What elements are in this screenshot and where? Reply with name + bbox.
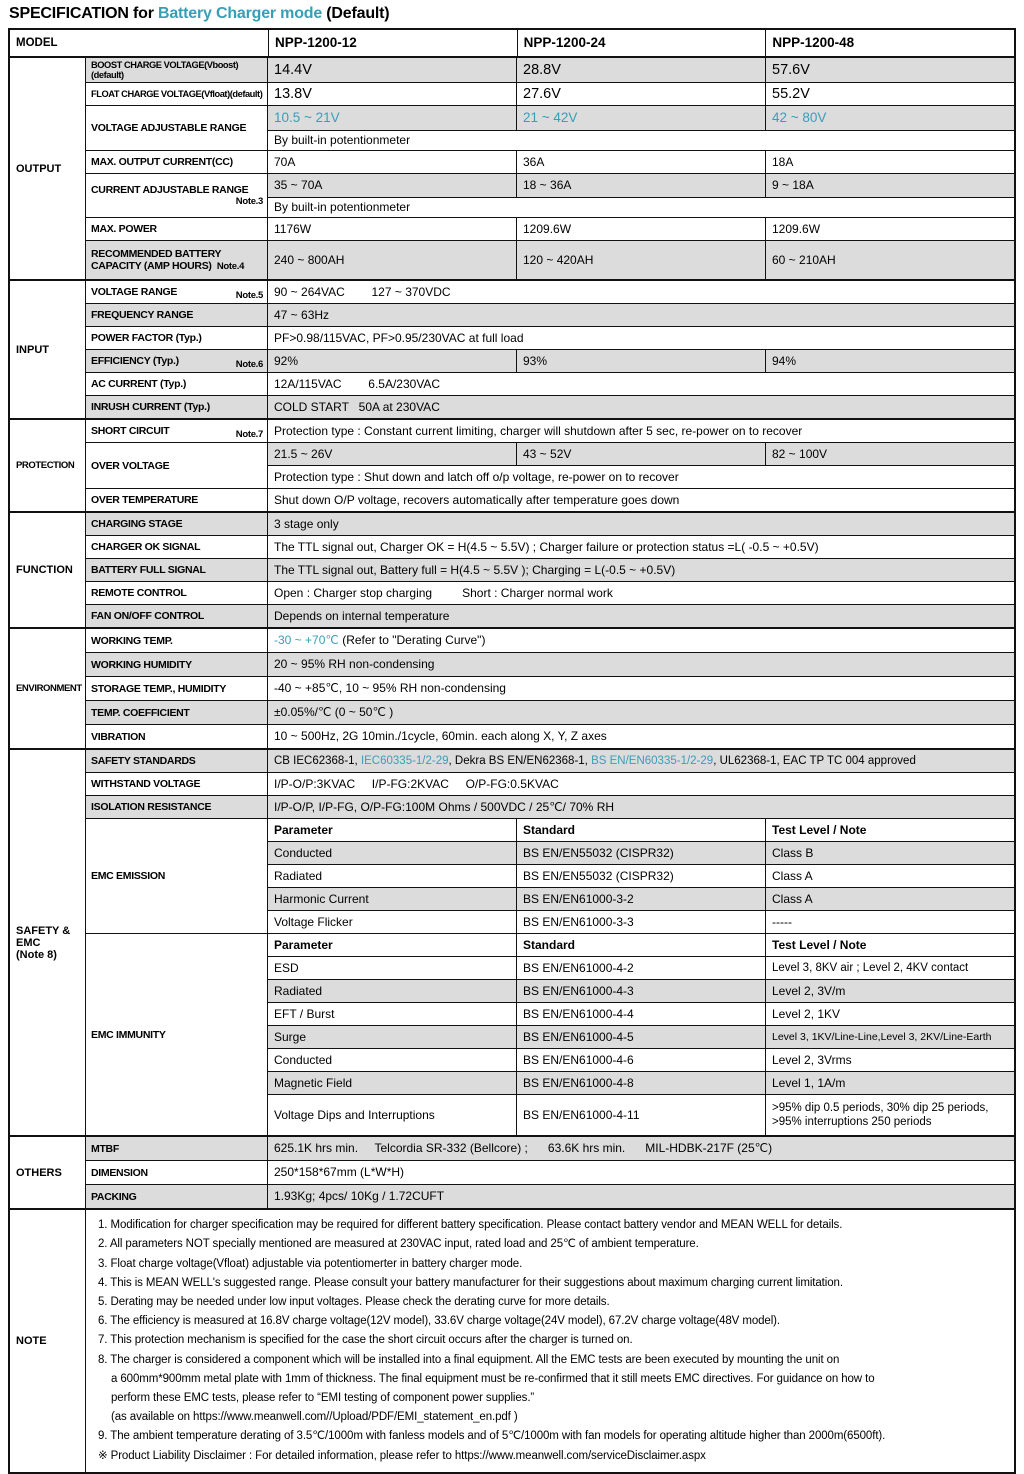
- model-header-row: [10, 30, 1014, 56]
- column-header: Standard: [517, 819, 766, 841]
- column-header: Test Level / Note: [772, 937, 867, 952]
- note-line: 4. This is MEAN WELL's suggested range. Please consult your battery manufacturer for their suggestions about maximum charging current limitation.: [98, 1276, 843, 1289]
- note-line: 3. Float charge voltage(Vfloat) adjustable via potentiomerter in battery charger mode.: [98, 1257, 523, 1270]
- row-frequency-range: [86, 303, 1014, 326]
- param-label-text: EFFICIENCY (Typ.): [91, 355, 179, 368]
- spec-cell: Protection type : Shut down and latch off o/p voltage, re-power on to recover: [274, 469, 679, 484]
- row-boost-charge-voltage: [86, 58, 1014, 82]
- spec-cell: 42 ~ 80V: [772, 109, 827, 125]
- spec-cell: 3 stage only: [274, 516, 339, 531]
- column-header: Parameter: [268, 934, 517, 956]
- param-label: REMOTE CONTROL: [86, 582, 268, 604]
- param-label: [86, 281, 268, 303]
- note-line: 6. The efficiency is measured at 16.8V charge voltage(12V model), 33.6V charge voltage(24V model), 67.2V charge voltage(48V model).: [98, 1315, 780, 1328]
- note-line: ※ Product Liability Disclaimer : For detailed information, please refer to https://www.meanwell.com/serviceDisclaimer.aspx: [98, 1449, 706, 1462]
- row-temp-coefficient: [86, 700, 1014, 724]
- spec-cell: 94%: [772, 353, 797, 368]
- param-label: [86, 420, 268, 442]
- param-label: INRUSH CURRENT (Typ.): [86, 396, 268, 418]
- section-label-protection: PROTECTION: [10, 420, 86, 511]
- param-label: BOOST CHARGE VOLTAGE(Vboost)(default): [86, 58, 268, 82]
- param-label: EMC EMISSION: [86, 819, 268, 933]
- spec-cell: Class B: [772, 845, 814, 860]
- table-row: [268, 841, 1014, 864]
- spec-cell: 92%: [268, 350, 517, 372]
- row-working-humidity: [86, 652, 1014, 676]
- spec-cell: By built-in potentionmeter: [274, 200, 411, 215]
- title-suffix: (Default): [322, 5, 390, 22]
- spec-cell: 27.6V: [517, 83, 766, 105]
- param-label: OVER VOLTAGE: [86, 443, 268, 488]
- spec-cell: 47 ~ 63Hz: [274, 307, 330, 322]
- param-label: FAN ON/OFF CONTROL: [86, 605, 268, 627]
- spec-cell: 1209.6W: [517, 218, 766, 240]
- standards-part: , Dekra BS EN/EN62368-1,: [448, 754, 592, 767]
- param-label: VOLTAGE ADJUSTABLE RANGE: [86, 106, 268, 150]
- row-short-circuit: [86, 420, 1014, 442]
- safety-label-note: (Note 8): [16, 948, 57, 961]
- param-label: FLOAT CHARGE VOLTAGE(Vfloat)(default): [86, 83, 268, 105]
- param-label: EMC IMMUNITY: [86, 934, 268, 1135]
- spec-cell: Open : Charger stop charging Short : Charger normal work: [274, 585, 613, 600]
- spec-cell: Level 2, 3Vrms: [772, 1052, 852, 1067]
- spec-cell: 1.93Kg; 4pcs/ 10Kg / 1.72CUFT: [274, 1189, 445, 1204]
- spec-cell: 90 ~ 264VAC 127 ~ 370VDC: [274, 284, 451, 299]
- spec-cell: -40 ~ +85℃, 10 ~ 95% RH non-condensing: [274, 681, 506, 696]
- row-voltage-adjustable-range: [86, 105, 1014, 150]
- spec-cell: Voltage Dips and Interruptions: [268, 1095, 517, 1135]
- spec-cell: BS EN/EN61000-4-3: [517, 980, 766, 1002]
- subrow-values: [268, 174, 1014, 197]
- spec-cell: 60 ~ 210AH: [772, 252, 836, 267]
- spec-cell: BS EN/EN61000-4-2: [517, 957, 766, 979]
- param-label: MAX. OUTPUT CURRENT(CC): [86, 151, 268, 173]
- spec-cell: Surge: [268, 1026, 517, 1048]
- param-label: TEMP. COEFFICIENT: [86, 701, 268, 724]
- param-label: MTBF: [86, 1137, 268, 1160]
- row-remote-control: [86, 581, 1014, 604]
- param-label: [86, 174, 268, 217]
- section-label-note: NOTE: [10, 1210, 86, 1472]
- spec-cell: 21.5 ~ 26V: [268, 443, 517, 465]
- safety-label-line1: SAFETY &: [16, 924, 71, 937]
- row-float-charge-voltage: [86, 82, 1014, 105]
- table-row: [268, 1002, 1014, 1025]
- subrow-note: [268, 465, 1014, 488]
- spec-cell: Level 1, 1A/m: [772, 1075, 846, 1090]
- page-title: [9, 5, 1016, 23]
- spec-cell: By built-in potentionmeter: [274, 133, 411, 148]
- spec-cell: PF>0.98/115VAC, PF>0.95/230VAC at full load: [274, 330, 524, 345]
- spec-cell: BS EN/EN55032 (CISPR32): [517, 842, 766, 864]
- emission-header-row: [268, 819, 1014, 841]
- spec-cell: BS EN/EN61000-4-11: [517, 1095, 766, 1135]
- model-npp-1200-12: NPP-1200-12: [269, 30, 518, 56]
- spec-cell: [268, 750, 1014, 772]
- section-input: [10, 279, 1014, 418]
- note-line: 8. The charger is considered a component which will be installed into a final equipment. All the EMC tests are been executed by mounting the unit on: [98, 1353, 840, 1366]
- row-max-output-current: [86, 150, 1014, 173]
- specification-table: [8, 28, 1016, 1474]
- spec-cell: Class A: [772, 868, 813, 883]
- spec-cell: BS EN/EN61000-4-8: [517, 1072, 766, 1094]
- standards-accent: IEC60335-1/2-29: [360, 754, 449, 767]
- spec-cell: Shut down O/P voltage, recovers automatically after temperature goes down: [274, 492, 680, 507]
- param-label: WORKING HUMIDITY: [86, 653, 268, 676]
- spec-cell: Magnetic Field: [268, 1072, 517, 1094]
- spec-cell: 43 ~ 52V: [517, 443, 766, 465]
- spec-cell: The TTL signal out, Charger OK = H(4.5 ~ 5.5V) ; Charger failure or protection status =L( -0.5 ~ +0.5V): [274, 539, 819, 554]
- row-efficiency: [86, 349, 1014, 372]
- spec-cell: Radiated: [268, 980, 517, 1002]
- row-packing: [86, 1184, 1014, 1208]
- note-reference: Note.3: [235, 196, 263, 208]
- param-label: POWER FACTOR (Typ.): [86, 327, 268, 349]
- spec-cell: 28.8V: [517, 58, 766, 82]
- note-line: 9. The ambient temperature derating of 3.5℃/1000m with fanless models and of 5℃/1000m with fan models for operating altitude higher than 2000m(6500ft).: [98, 1430, 886, 1443]
- row-current-adjustable-range: [86, 173, 1014, 217]
- section-label-others: OTHERS: [10, 1137, 86, 1208]
- row-safety-standards: [86, 750, 1014, 772]
- spec-cell: -----: [772, 914, 792, 929]
- table-row: [268, 1094, 1014, 1135]
- spec-cell: COLD START 50A at 230VAC: [274, 399, 440, 414]
- spec-cell: 1209.6W: [772, 221, 821, 236]
- section-others: [10, 1135, 1014, 1208]
- param-label-text: CURRENT ADJUSTABLE RANGE: [91, 184, 249, 197]
- row-power-factor: [86, 326, 1014, 349]
- subrow-values: [268, 106, 1014, 130]
- spec-cell: 35 ~ 70A: [268, 174, 517, 197]
- spec-cell: The TTL signal out, Battery full = H(4.5 ~ 5.5V ); Charging = L(-0.5 ~ +0.5V): [274, 562, 676, 577]
- spec-cell: Level 2, 1KV: [772, 1006, 841, 1021]
- spec-cell: BS EN/EN61000-4-5: [517, 1026, 766, 1048]
- spec-cell: Level 3, 8KV air ; Level 2, 4KV contact: [772, 961, 969, 974]
- param-label: VIBRATION: [86, 725, 268, 748]
- spec-cell: BS EN/EN61000-3-3: [517, 911, 766, 933]
- section-safety-emc: [10, 748, 1014, 1135]
- param-label: [86, 241, 268, 279]
- param-label-text: SHORT CIRCUIT: [91, 425, 170, 438]
- param-label-line2: CAPACITY (AMP HOURS): [91, 260, 212, 273]
- working-temp-note: (Refer to "Derating Curve"): [338, 633, 486, 648]
- param-label: SAFETY STANDARDS: [86, 750, 268, 772]
- spec-cell: 20 ~ 95% RH non-condensing: [274, 657, 435, 672]
- note-line: 7. This protection mechanism is specified for the case the short circuit occurs after the charger is turned on.: [98, 1334, 633, 1347]
- param-label: PACKING: [86, 1185, 268, 1208]
- section-function: [10, 511, 1014, 627]
- param-label: STORAGE TEMP., HUMIDITY: [86, 677, 268, 700]
- param-label-text2: [91, 260, 263, 272]
- spec-cell: Radiated: [268, 865, 517, 887]
- spec-cell: BS EN/EN61000-3-2: [517, 888, 766, 910]
- model-npp-1200-48: NPP-1200-48: [772, 34, 855, 50]
- section-label-input: INPUT: [10, 281, 86, 418]
- section-protection: [10, 418, 1014, 511]
- note-reference: Note.6: [235, 359, 263, 371]
- standards-accent: BS EN/EN60335-1/2-29: [591, 754, 714, 767]
- row-storage-temp-humidity: [86, 676, 1014, 700]
- row-max-power: [86, 217, 1014, 240]
- spec-cell: 13.8V: [268, 83, 517, 105]
- table-row: [268, 979, 1014, 1002]
- param-label: ISOLATION RESISTANCE: [86, 796, 268, 818]
- note-line: 5. Derating may be needed under low input voltages. Please check the derating curve for more details.: [98, 1295, 610, 1308]
- spec-cell: Level 2, 3V/m: [772, 983, 846, 998]
- model-label: MODEL: [10, 30, 269, 56]
- table-row: [268, 956, 1014, 979]
- param-label: [86, 350, 268, 372]
- spec-cell: 70A: [268, 151, 517, 173]
- spec-cell: 55.2V: [772, 86, 810, 102]
- spec-cell: Voltage Flicker: [268, 911, 517, 933]
- note-line: perform these EMC tests, please refer to “EMI testing of component power supplies.”: [111, 1391, 535, 1404]
- column-header: Parameter: [268, 819, 517, 841]
- immunity-header-row: [268, 934, 1014, 956]
- spec-cell: 1176W: [268, 218, 517, 240]
- section-label-environment: ENVIRONMENT: [10, 629, 86, 748]
- spec-cell: ±0.05%/℃ (0 ~ 50℃ ): [274, 705, 394, 720]
- row-inrush-current: [86, 395, 1014, 418]
- spec-cell: Depends on internal temperature: [274, 608, 450, 623]
- param-label: WORKING TEMP.: [86, 629, 268, 652]
- note-reference: Note.4: [216, 261, 245, 273]
- column-header: Test Level / Note: [772, 822, 867, 837]
- spec-cell: Conducted: [268, 842, 517, 864]
- row-withstand-voltage: [86, 772, 1014, 795]
- subrow-values: [268, 443, 1014, 465]
- title-prefix: SPECIFICATION for: [9, 5, 158, 22]
- subrow-note: [268, 197, 1014, 217]
- spec-cell: 14.4V: [268, 58, 517, 82]
- spec-cell: BS EN/EN61000-4-4: [517, 1003, 766, 1025]
- row-charger-ok-signal: [86, 535, 1014, 558]
- table-row: [268, 887, 1014, 910]
- table-row: [268, 864, 1014, 887]
- model-npp-1200-24: NPP-1200-24: [518, 30, 767, 56]
- column-header: Standard: [517, 934, 766, 956]
- section-label-output: OUTPUT: [10, 58, 86, 279]
- spec-cell: 18A: [772, 154, 794, 169]
- subrow-note: [268, 130, 1014, 150]
- spec-cell: BS EN/EN55032 (CISPR32): [517, 865, 766, 887]
- row-emc-emission: [86, 818, 1014, 933]
- spec-cell: Harmonic Current: [268, 888, 517, 910]
- note-reference: Note.7: [235, 429, 263, 441]
- param-label: BATTERY FULL SIGNAL: [86, 559, 268, 581]
- param-label: AC CURRENT (Typ.): [86, 373, 268, 395]
- note-line: a 600mm*900mm metal plate with 1mm of thickness. The final equipment must be re-confirmed that it still meets EMC directives. For guidance on how to: [111, 1372, 875, 1385]
- row-ac-current: [86, 372, 1014, 395]
- param-label: DIMENSION: [86, 1161, 268, 1184]
- spec-cell: 240 ~ 800AH: [268, 241, 517, 279]
- note-body: [86, 1210, 1014, 1472]
- note-line: (as available on https://www.meanwell.com//Upload/PDF/EMI_statement_en.pdf ): [111, 1411, 518, 1424]
- param-label: CHARGING STAGE: [86, 513, 268, 535]
- row-over-voltage: [86, 442, 1014, 488]
- row-working-temp: [86, 629, 1014, 652]
- row-vibration: [86, 724, 1014, 748]
- note-line: 1. Modification for charger specification may be required for different battery specification. Please contact battery vendor and MEAN WELL for details.: [98, 1219, 843, 1232]
- table-row: [268, 1048, 1014, 1071]
- row-mtbf: [86, 1137, 1014, 1160]
- spec-cell: 36A: [517, 151, 766, 173]
- row-dimension: [86, 1160, 1014, 1184]
- spec-cell: 250*158*67mm (L*W*H): [274, 1165, 405, 1180]
- safety-label-line2: EMC: [16, 936, 41, 949]
- standards-part: , UL62368-1, EAC TP TC 004 approved: [713, 754, 916, 767]
- spec-cell: [268, 629, 1014, 652]
- section-output: [10, 56, 1014, 279]
- section-label-safety-emc: [10, 750, 86, 1135]
- spec-cell: Level 3, 1KV/Line-Line,Level 3, 2KV/Line-Earth: [772, 1030, 992, 1043]
- title-mode-highlight: Battery Charger mode: [158, 5, 323, 22]
- param-label: MAX. POWER: [86, 218, 268, 240]
- spec-cell: 625.1K hrs min. Telcordia SR-332 (Bellcore) ; 63.6K hrs min. MIL-HDBK-217F (25℃): [274, 1141, 773, 1156]
- row-recommended-battery-capacity: [86, 240, 1014, 279]
- spec-cell: I/P-O/P, I/P-FG, O/P-FG:100M Ohms / 500VDC / 25℃/ 70% RH: [274, 799, 615, 814]
- note-line: 2. All parameters NOT specially mentioned are measured at 230VAC input, rated load and 25℃ of ambient temperature.: [98, 1238, 699, 1251]
- row-emc-immunity: [86, 933, 1014, 1135]
- spec-cell: ESD: [268, 957, 517, 979]
- row-over-temperature: [86, 488, 1014, 511]
- spec-cell: BS EN/EN61000-4-6: [517, 1049, 766, 1071]
- spec-cell: I/P-O/P:3KVAC I/P-FG:2KVAC O/P-FG:0.5KVAC: [274, 776, 559, 791]
- row-battery-full-signal: [86, 558, 1014, 581]
- param-label: OVER TEMPERATURE: [86, 489, 268, 511]
- spec-cell: 57.6V: [772, 61, 810, 78]
- spec-cell: 18 ~ 36A: [517, 174, 766, 197]
- table-row: [268, 1025, 1014, 1048]
- section-environment: [10, 627, 1014, 748]
- spec-cell: 9 ~ 18A: [772, 178, 814, 193]
- spec-cell: 82 ~ 100V: [772, 446, 828, 461]
- param-label: WITHSTAND VOLTAGE: [86, 773, 268, 795]
- spec-cell: 93%: [517, 350, 766, 372]
- spec-cell: Conducted: [268, 1049, 517, 1071]
- row-isolation-resistance: [86, 795, 1014, 818]
- row-charging-stage: [86, 513, 1014, 535]
- spec-cell: 10.5 ~ 21V: [268, 106, 517, 130]
- spec-cell: 12A/115VAC 6.5A/230VAC: [274, 376, 441, 391]
- note-reference: Note.5: [235, 290, 263, 302]
- spec-cell: 120 ~ 420AH: [517, 241, 766, 279]
- spec-cell: 10 ~ 500Hz, 2G 10min./1cycle, 60min. each along X, Y, Z axes: [274, 729, 607, 744]
- section-label-function: FUNCTION: [10, 513, 86, 627]
- param-label: CHARGER OK SIGNAL: [86, 536, 268, 558]
- table-row: [268, 1071, 1014, 1094]
- standards-part: CB IEC62368-1,: [274, 754, 361, 767]
- spec-cell: Protection type : Constant current limiting, charger will shutdown after 5 sec, re-power on to recover: [274, 423, 803, 438]
- param-label-text: VOLTAGE RANGE: [91, 286, 178, 299]
- row-fan-control: [86, 604, 1014, 627]
- spec-cell: EFT / Burst: [268, 1003, 517, 1025]
- spec-cell: Class A: [772, 891, 813, 906]
- spec-cell: 21 ~ 42V: [517, 106, 766, 130]
- table-row: [268, 910, 1014, 933]
- working-temp-range: -30 ~ +70℃: [274, 633, 339, 648]
- section-note: [10, 1208, 1014, 1472]
- spec-cell: >95% dip 0.5 periods, 30% dip 25 periods, >95% interruptions 250 periods: [772, 1101, 992, 1129]
- param-label-text: RECOMMENDED BATTERY: [91, 248, 222, 261]
- row-voltage-range: [86, 281, 1014, 303]
- param-label: FREQUENCY RANGE: [86, 304, 268, 326]
